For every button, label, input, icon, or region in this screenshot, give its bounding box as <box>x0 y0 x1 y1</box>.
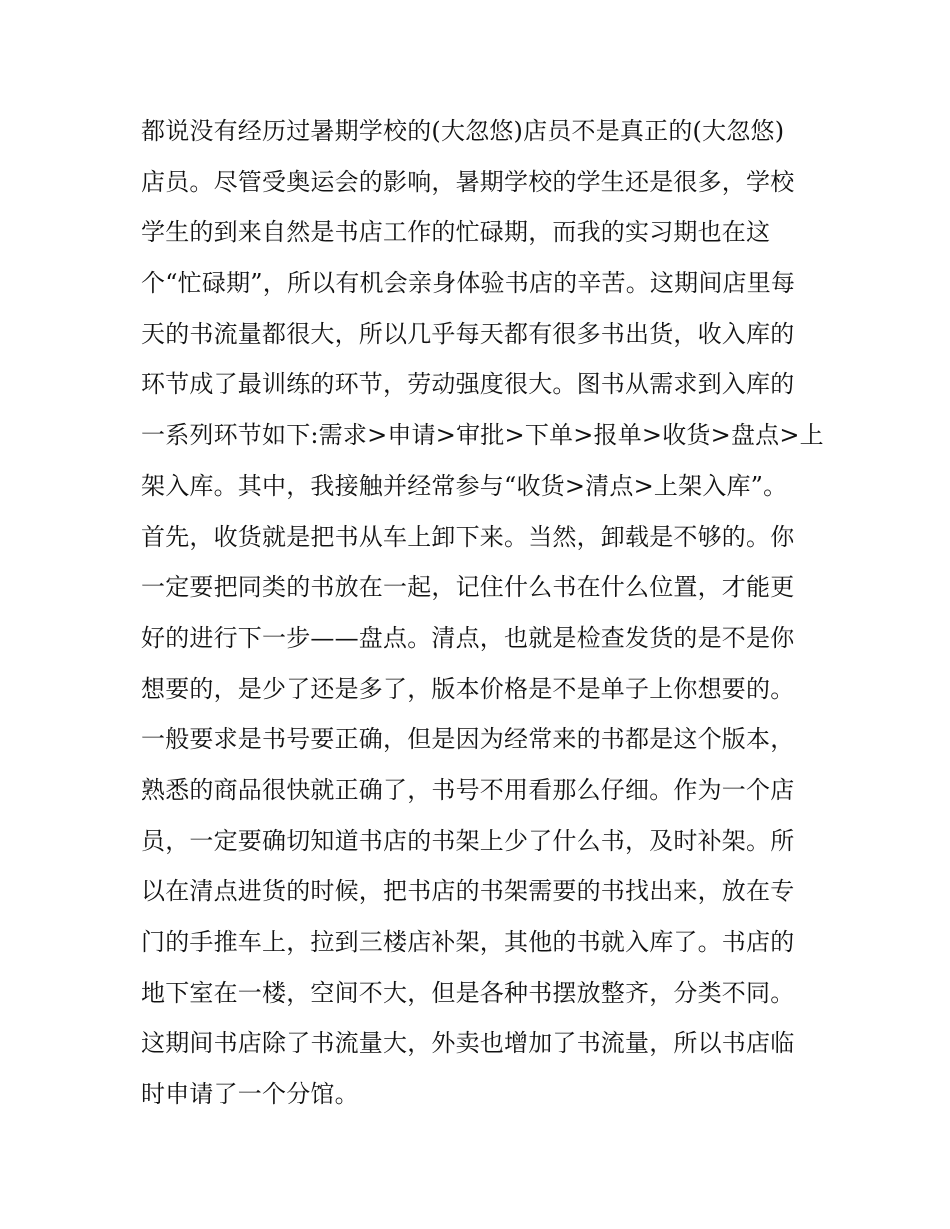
text-line-12: 想要的，是少了还是多了，版本价格是不是单子上你想要的。 <box>141 674 795 703</box>
text-line-18: 地下室在一楼，空间不大，但是各种书摆放整齐，分类不同。 <box>141 978 795 1007</box>
text-line-6: 环节成了最训练的环节，劳动强度很大。图书从需求到入库的 <box>141 370 795 399</box>
text-line-10: 一定要把同类的书放在一起，记住什么书在什么位置，才能更 <box>141 573 795 602</box>
text-line-1: 都说没有经历过暑期学校的(大忽悠)店员不是真正的(大忽悠) <box>141 117 785 145</box>
text-line-14: 熟悉的商品很快就正确了，书号不用看那么仔细。作为一个店 <box>141 775 795 804</box>
text-line-20: 时申请了一个分馆。 <box>141 1080 359 1109</box>
text-line-16: 以在清点进货的时候，把书店的书架需要的书找出来，放在专 <box>141 877 795 906</box>
text-line-4: 个“忙碌期”，所以有机会亲身体验书店的辛苦。这期间店里每 <box>141 269 796 298</box>
text-line-5: 天的书流量都很大，所以几乎每天都有很多书出货，收入库的 <box>141 319 795 348</box>
text-line-9: 首先，收货就是把书从车上卸下来。当然，卸载是不够的。你 <box>141 522 795 551</box>
text-line-2: 店员。尽管受奥运会的影响，暑期学校的学生还是很多，学校 <box>141 167 795 196</box>
text-line-7: 一系列环节如下:需求>申请>审批>下单>报单>收货>盘点>上 <box>141 421 824 450</box>
text-line-8: 架入库。其中，我接触并经常参与“收货>清点>上架入库”。 <box>141 471 788 500</box>
body-text <box>141 106 831 1120</box>
text-line-19: 这期间书店除了书流量大，外卖也增加了书流量，所以书店临 <box>141 1029 795 1058</box>
text-line-13: 一般要求是书号要正确，但是因为经常来的书都是这个版本， <box>141 725 795 754</box>
text-line-3: 学生的到来自然是书店工作的忙碌期，而我的实习期也在这 <box>141 218 771 247</box>
text-line-11: 好的进行下一步——盘点。清点，也就是检查发货的是不是你 <box>141 623 795 652</box>
text-line-15: 员，一定要确切知道书店的书架上少了什么书，及时补架。所 <box>141 826 795 855</box>
text-line-17: 门的手推车上，拉到三楼店补架，其他的书就入库了。书店的 <box>141 928 795 956</box>
